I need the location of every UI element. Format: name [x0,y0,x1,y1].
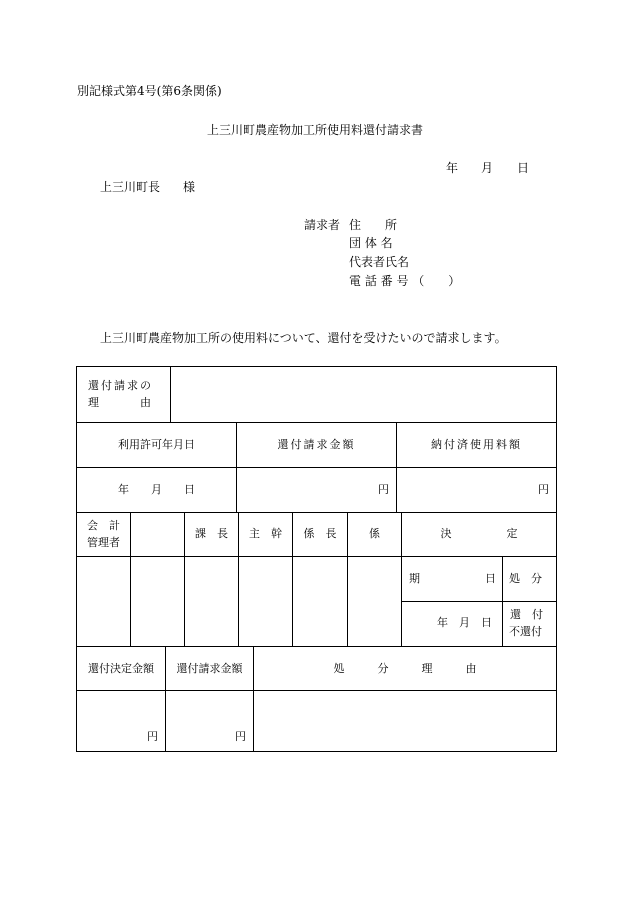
reason-label-1: 還付請求の [88,379,153,392]
requester-address: 住 所 [349,218,398,232]
requester-group: 団 体 名 [349,236,393,250]
date-year: 年 [446,161,459,175]
usage-date-header: 利用許可年月日 [118,438,195,451]
period-label-2: 日 [485,572,496,585]
requested-amount-yen[interactable]: 円 [235,730,246,743]
addressee-name: 上三川町長 [100,180,161,194]
request-statement: 上三川町農産物加工所の使用料について、還付を受けたいので請求します。 [100,331,507,345]
decided-amount-header: 還付決定金額 [88,662,154,675]
no-refund-option[interactable]: 不還付 [509,625,542,638]
requester-representative: 代表者氏名 [349,255,410,269]
requested-amount-header: 還付請求金額 [176,662,243,675]
subsection-chief-header: 係 長 [303,527,337,540]
decision-header: 決 定 [440,527,518,540]
reason-field[interactable] [171,367,556,422]
requester-phone: 電 話 番 号 （ ） [349,274,461,288]
section-chief-header: 課 長 [195,527,228,540]
staff-header: 係 [369,527,380,540]
paid-fee-header: 納付済使用料額 [431,438,522,451]
accounting-label-2: 管理者 [87,536,120,549]
disposition-reason-header: 処 分 理 由 [333,662,477,675]
paid-fee-yen[interactable]: 円 [538,483,549,496]
form-label: 別記様式第4号(第6条関係) [77,84,222,98]
date-month: 月 [481,161,494,175]
date-day: 日 [517,161,530,175]
usage-date-value[interactable]: 年 月 日 [118,483,195,496]
page-title: 上三川町農産物加工所使用料還付請求書 [206,123,423,137]
disposition-label: 処 分 [509,572,542,585]
refund-amount-yen[interactable]: 円 [378,483,389,496]
accounting-label-1: 会 計 [87,519,120,532]
requester-label: 請求者 [304,218,341,232]
reason-label-2: 理 由 [88,396,153,409]
chief-officer-header: 主 幹 [249,527,282,540]
decided-amount-yen[interactable]: 円 [147,730,158,743]
disposition-reason-field[interactable] [254,691,556,751]
refund-option[interactable]: 還 付 [510,608,543,621]
period-label-1: 期 [409,572,420,585]
refund-amount-header: 還付請求金額 [277,438,356,451]
addressee-honorific: 様 [183,180,196,194]
decision-date[interactable]: 年 月 日 [437,616,492,629]
